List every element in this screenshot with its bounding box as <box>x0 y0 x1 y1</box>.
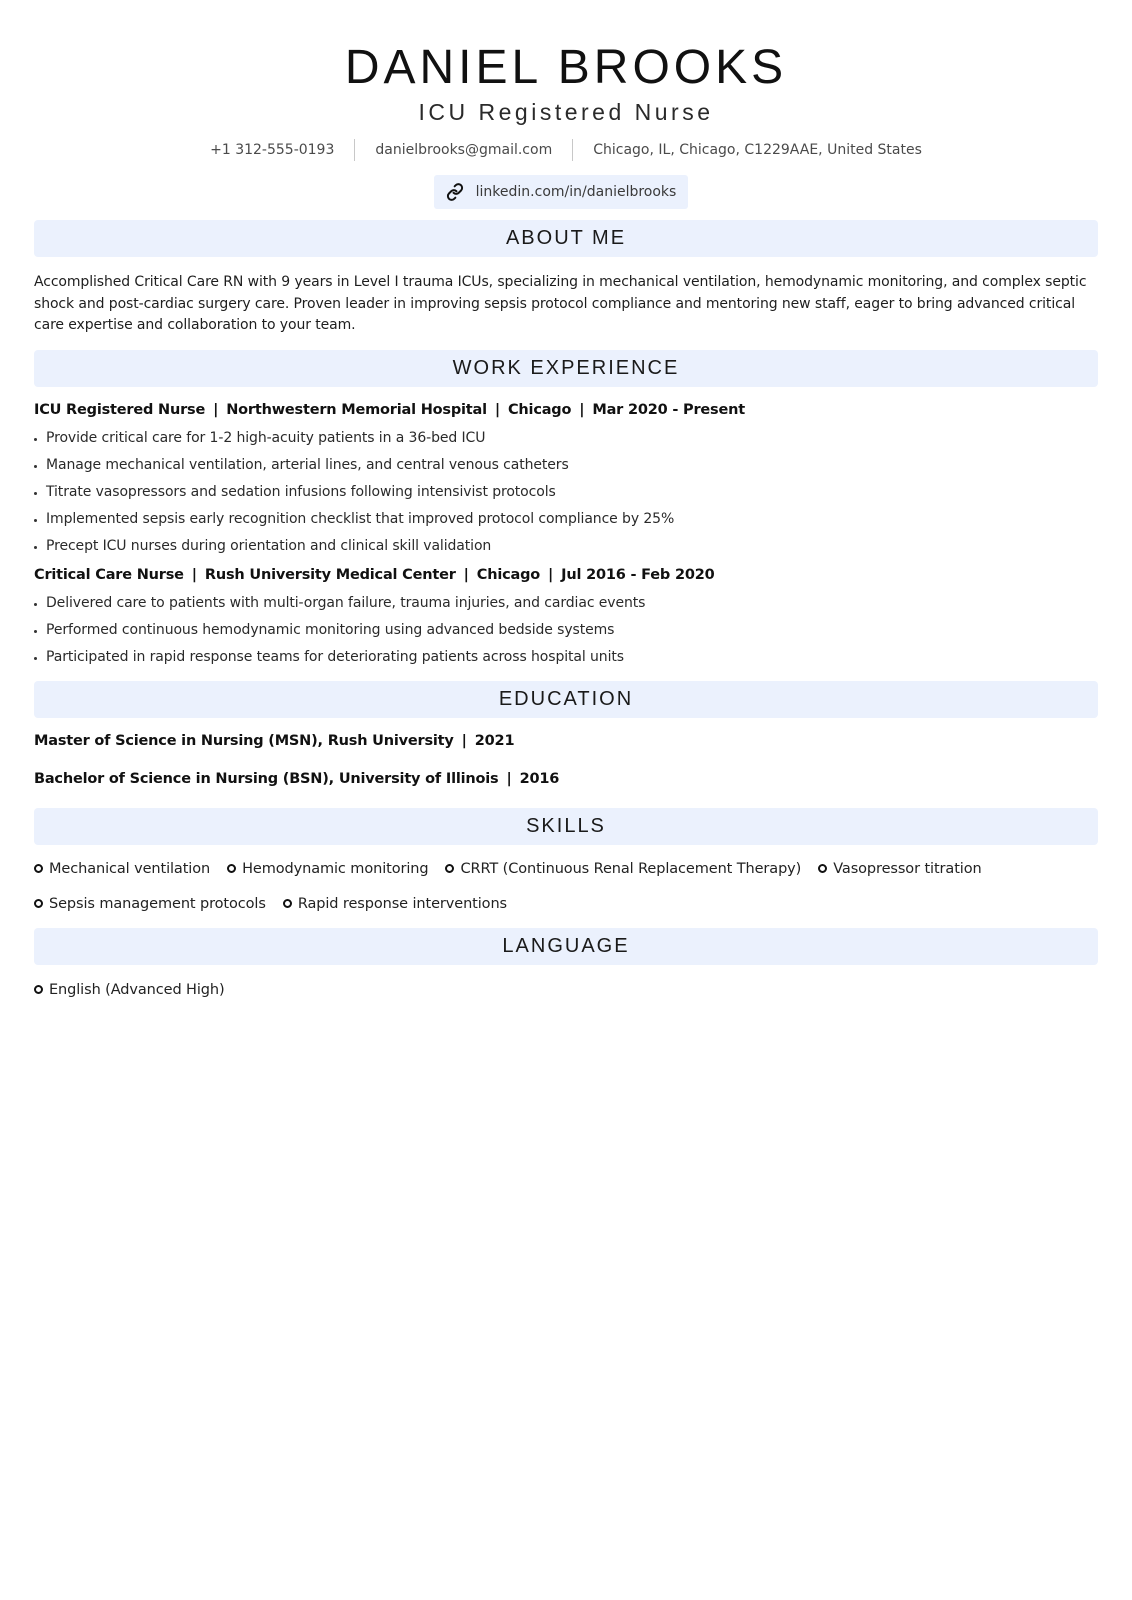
candidate-name: DANIEL BROOKS <box>344 41 788 94</box>
circle-bullet-icon <box>283 899 292 908</box>
email-text: danielbrooks@gmail.com <box>375 142 553 158</box>
section-heading-work: WORK EXPERIENCE <box>34 350 1098 387</box>
job-dates: Jul 2016 - Feb 2020 <box>561 566 715 583</box>
circle-bullet-icon <box>445 864 454 873</box>
skill-item <box>818 858 981 880</box>
circle-bullet-icon <box>34 899 43 908</box>
job-city: Chicago <box>507 401 572 418</box>
skill-label: Vasopressor titration <box>833 860 982 877</box>
job-bullet: Precept ICU nurses during orientation and clinical skill validation <box>34 533 1098 560</box>
linkedin-text: linkedin.com/in/danielbrooks <box>475 184 677 200</box>
skill-item <box>445 858 801 880</box>
education-degree: Bachelor of Science in Nursing (BSN), University of Illinois <box>34 770 499 787</box>
education-year: 2016 <box>519 770 560 787</box>
job-bullet: Titrate vasopressors and sedation infusions following intensivist protocols <box>34 479 1098 506</box>
candidate-role: ICU Registered Nurse <box>418 99 714 125</box>
linkedin-link[interactable] <box>434 175 689 209</box>
job-city: Chicago <box>476 566 541 583</box>
education-degree: Master of Science in Nursing (MSN), Rush University <box>34 732 454 749</box>
language-item <box>34 979 225 1001</box>
skill-label: CRRT (Continuous Renal Replacement Therapy) <box>460 860 802 877</box>
job-bullets <box>34 590 1098 671</box>
address-text: Chicago, IL, Chicago, C1229AAE, United States <box>593 142 922 158</box>
job-title: ICU Registered Nurse <box>34 401 206 418</box>
job-bullet: Delivered care to patients with multi-organ failure, trauma injuries, and cardiac events <box>34 590 1098 617</box>
circle-bullet-icon <box>818 864 827 873</box>
section-heading-education: EDUCATION <box>34 681 1098 718</box>
skill-item <box>227 858 428 880</box>
job-header: ICU Registered Nurse | Northwestern Memorial Hospital | Chicago | Mar 2020 - Present <box>34 401 745 418</box>
job-bullet: Provide critical care for 1-2 high-acuity patients in a 36-bed ICU <box>34 425 1098 452</box>
language-list <box>34 979 1098 1001</box>
education-item: Master of Science in Nursing (MSN), Rush University | 2021 <box>34 732 515 749</box>
skill-label: Rapid response interventions <box>297 895 507 912</box>
skill-item <box>34 893 266 915</box>
job-entry <box>34 565 1098 671</box>
skill-item <box>283 893 507 915</box>
education-item: Bachelor of Science in Nursing (BSN), University of Illinois | 2016 <box>34 770 560 787</box>
link-row <box>34 175 1098 209</box>
skill-label: Mechanical ventilation <box>49 860 211 877</box>
contact-line <box>34 139 1098 161</box>
contact-divider <box>354 139 355 161</box>
about-summary: Accomplished Critical Care RN with 9 years in Level I trauma ICUs, specializing in mechanical ventilation, hemodynamic monitoring, and complex septic shock and post-cardiac surgery care. Proven leader in improving sepsis protocol compliance and mentoring new staff, eager to bring advanced critical care expertise and collaboration to your team. <box>34 274 1087 333</box>
skill-label: Hemodynamic monitoring <box>242 860 429 877</box>
phone-text: +1 312-555-0193 <box>210 142 335 158</box>
job-employer: Rush University Medical Center <box>204 566 456 583</box>
job-bullet: Participated in rapid response teams for deteriorating patients across hospital units <box>34 644 1098 671</box>
education-year: 2021 <box>474 732 515 749</box>
job-bullet: Performed continuous hemodynamic monitoring using advanced bedside systems <box>34 617 1098 644</box>
job-employer: Northwestern Memorial Hospital <box>226 401 487 418</box>
section-heading-language: LANGUAGE <box>34 928 1098 965</box>
language-label: English (Advanced High) <box>49 981 225 998</box>
resume-page <box>34 0 1098 1001</box>
circle-bullet-icon <box>34 985 43 994</box>
circle-bullet-icon <box>227 864 236 873</box>
job-entry <box>34 400 1098 560</box>
skills-list <box>34 858 1098 915</box>
job-title: Critical Care Nurse <box>34 566 184 583</box>
job-dates: Mar 2020 - Present <box>592 401 745 418</box>
link-icon <box>446 183 464 201</box>
skill-item <box>34 858 210 880</box>
skill-label: Sepsis management protocols <box>49 895 266 912</box>
job-bullets <box>34 425 1098 560</box>
job-bullet: Manage mechanical ventilation, arterial lines, and central venous catheters <box>34 452 1098 479</box>
section-heading-about: ABOUT ME <box>34 220 1098 257</box>
contact-divider <box>572 139 573 161</box>
job-header: Critical Care Nurse | Rush University Medical Center | Chicago | Jul 2016 - Feb 2020 <box>34 566 715 583</box>
job-bullet: Implemented sepsis early recognition checklist that improved protocol compliance by 25% <box>34 506 1098 533</box>
circle-bullet-icon <box>34 864 43 873</box>
section-heading-skills: SKILLS <box>34 808 1098 845</box>
